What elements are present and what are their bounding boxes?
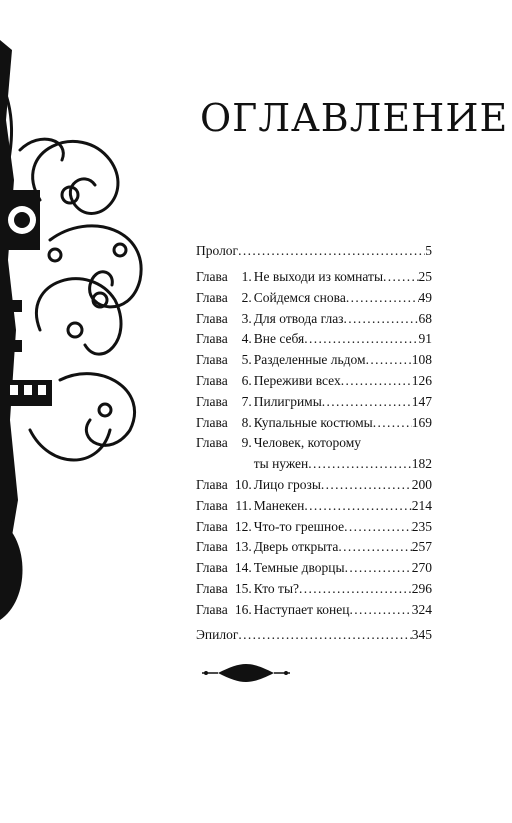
- toc-page-number: 5: [425, 243, 432, 258]
- chapter-title: Купальные костюмы: [253, 414, 373, 430]
- chapter-word: Глава: [196, 581, 228, 596]
- dot-leader: [308, 456, 412, 472]
- chapter-word: Глава: [196, 373, 228, 388]
- chapter-word: Глава: [196, 414, 228, 430]
- toc-page-number: 257: [411, 539, 432, 555]
- chapter-title: Наступает конец: [253, 601, 350, 617]
- dot-leader: [366, 352, 412, 368]
- toc-page-number: 182: [411, 456, 432, 472]
- chapter-number: 9.: [241, 435, 252, 451]
- toc-entry-chapter[interactable]: [196, 394, 432, 412]
- dot-leader: [346, 290, 419, 306]
- dot-leader: [322, 394, 412, 410]
- dot-leader: [299, 581, 412, 597]
- toc-entry-chapter[interactable]: [196, 290, 432, 308]
- toc-entry-chapter[interactable]: [196, 352, 432, 370]
- chapter-word: Глава: [196, 269, 228, 284]
- chapter-word: Глава: [196, 352, 228, 368]
- toc-entry-chapter[interactable]: [196, 498, 432, 516]
- chapter-word: Глава: [196, 518, 228, 534]
- chapter-number: 16.: [234, 601, 252, 617]
- chapter-number: 14.: [234, 560, 252, 576]
- dot-leader: [304, 498, 411, 514]
- toc-label: Пролог: [196, 243, 239, 258]
- chapter-word: Глава: [196, 331, 228, 347]
- toc-page-number: 68: [418, 310, 432, 326]
- toc-entry-chapter[interactable]: [196, 560, 432, 578]
- chapter-title: Для отвода глаз: [253, 310, 344, 326]
- chapter-number: 1.: [241, 269, 252, 284]
- chapter-word: Глава: [196, 310, 228, 326]
- chapter-title: Дверь открыта: [253, 539, 339, 555]
- chapter-word: Глава: [196, 560, 228, 576]
- toc-page-number: 25: [418, 269, 432, 284]
- chapter-word: Глава: [196, 435, 228, 451]
- chapter-number: 6.: [241, 373, 252, 388]
- toc-entry-epilogue[interactable]: [196, 627, 432, 645]
- chapter-number: 10.: [234, 477, 252, 492]
- wrought-iron-key-ornament: [0, 0, 160, 823]
- chapter-word: Глава: [196, 539, 228, 555]
- chapter-number: 4.: [241, 331, 252, 347]
- toc-entry-chapter[interactable]: [196, 435, 432, 453]
- dot-leader: [344, 519, 412, 535]
- toc-entry-chapter[interactable]: [196, 269, 432, 287]
- chapter-title: Темные дворцы: [253, 560, 345, 576]
- chapter-number: 5.: [241, 352, 252, 368]
- toc-entry-chapter[interactable]: [196, 539, 432, 557]
- chapter-number: 3.: [241, 310, 252, 326]
- toc-page-number: 147: [411, 393, 432, 409]
- toc-page-number: 108: [411, 352, 432, 368]
- dot-leader: [349, 602, 411, 618]
- chapter-title: Что-то грешное: [253, 518, 345, 534]
- closing-ornament: [200, 662, 292, 684]
- toc-entry-chapter[interactable]: [196, 311, 432, 329]
- toc-entry-chapter[interactable]: [196, 477, 432, 495]
- toc-label: Эпилог: [196, 626, 239, 642]
- toc-page-number: 214: [411, 497, 432, 513]
- chapter-number: 11.: [235, 497, 252, 513]
- toc-page-number: 126: [411, 373, 432, 388]
- toc-entry-chapter[interactable]: [196, 602, 432, 620]
- chapter-title: Разделенные льдом: [253, 352, 366, 368]
- dot-leader: [345, 560, 412, 576]
- chapter-title: Пилигримы: [253, 393, 322, 409]
- chapter-title: ты нужен: [253, 456, 309, 472]
- chapter-word: Глава: [196, 289, 228, 305]
- toc-entry-chapter[interactable]: [196, 456, 432, 474]
- toc-entry-chapter[interactable]: [196, 581, 432, 599]
- page-title: ОГЛАВЛЕНИЕ: [200, 96, 509, 140]
- dot-leader: [344, 311, 419, 327]
- chapter-word: Глава: [196, 393, 228, 409]
- chapter-number: 12.: [234, 518, 252, 534]
- toc-page-number: 169: [411, 414, 432, 430]
- dot-leader: [383, 269, 418, 285]
- toc-page-number: 200: [411, 477, 432, 492]
- toc-page-number: 235: [411, 518, 432, 534]
- toc-page-number: 91: [418, 331, 432, 347]
- chapter-number: 13.: [234, 539, 252, 555]
- chapter-title: Вне себя: [253, 331, 305, 347]
- chapter-title: Кто ты?: [253, 581, 300, 596]
- chapter-word: Глава: [196, 477, 228, 492]
- dot-leader: [373, 415, 412, 431]
- chapter-title: Переживи всех: [253, 373, 341, 388]
- chapter-word: Глава: [196, 497, 228, 513]
- toc-page-number: 296: [411, 581, 432, 596]
- toc-page-number: 270: [411, 560, 432, 576]
- dot-leader: [321, 477, 412, 493]
- toc-page-number: 49: [418, 289, 432, 305]
- chapter-number: 15.: [234, 581, 252, 596]
- chapter-number: 8.: [241, 414, 252, 430]
- chapter-title: Человек, которому: [253, 435, 362, 451]
- chapter-number: 2.: [241, 289, 252, 305]
- toc-entry-chapter[interactable]: [196, 415, 432, 433]
- chapter-number: 7.: [241, 393, 252, 409]
- chapter-title: Манекен: [253, 497, 305, 513]
- dot-leader: [238, 243, 425, 259]
- dot-leader: [304, 331, 418, 347]
- dot-leader: [238, 627, 411, 643]
- toc-entry-chapter[interactable]: [196, 373, 432, 391]
- toc-entry-prologue[interactable]: [196, 243, 432, 261]
- dot-leader: [338, 539, 411, 555]
- chapter-title: Лицо грозы: [253, 477, 321, 492]
- chapter-title: Не выходи из комнаты: [253, 269, 384, 284]
- toc-page-number: 345: [411, 626, 432, 642]
- toc-page-number: 324: [411, 601, 432, 617]
- chapter-title: Сойдемся снова: [253, 289, 346, 305]
- dot-leader: [341, 373, 412, 389]
- chapter-word: Глава: [196, 601, 228, 617]
- toc-entry-chapter[interactable]: [196, 331, 432, 349]
- toc-entry-chapter[interactable]: [196, 519, 432, 537]
